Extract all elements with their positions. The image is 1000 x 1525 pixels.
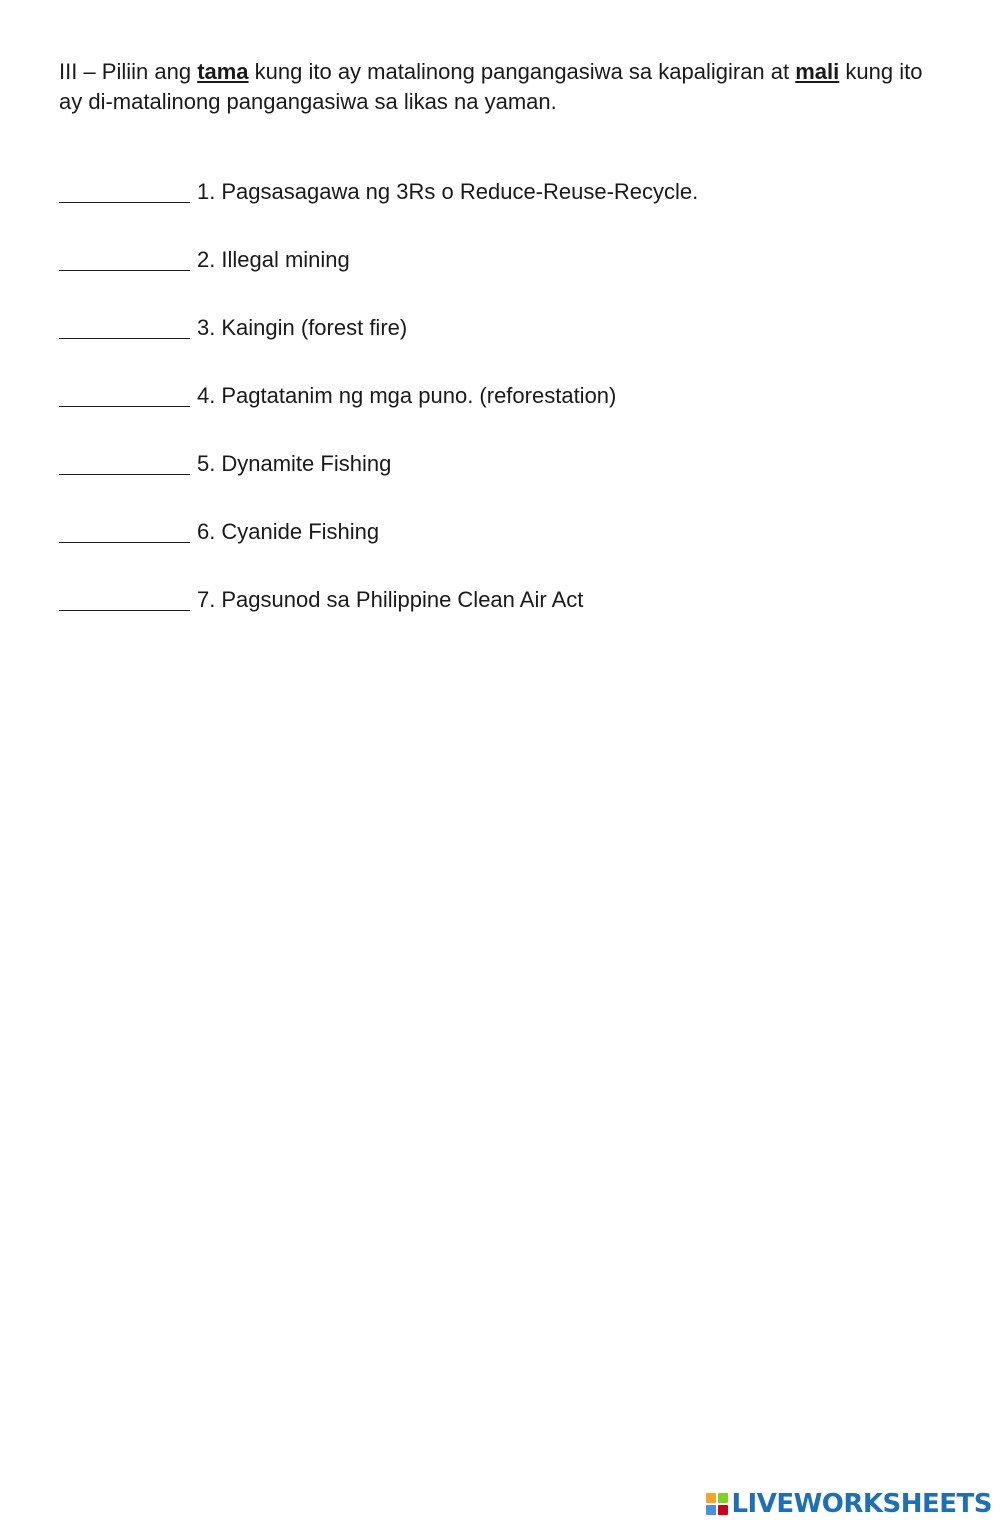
item-number: 3. [197, 315, 216, 340]
question-item [59, 312, 939, 380]
keyword-tama: tama [197, 59, 249, 84]
item-text: Dynamite Fishing [221, 451, 392, 476]
item-text: Pagsunod sa Philippine Clean Air Act [221, 587, 584, 612]
question-item [59, 176, 939, 244]
item-text: Illegal mining [221, 247, 350, 272]
item-number: 2. [197, 247, 216, 272]
brand-name: LIVEWORKSHEETS [731, 1489, 992, 1519]
item-number: 1. [197, 179, 216, 204]
item-text: Kaingin (forest fire) [221, 315, 408, 340]
instructions-prefix: III – Piliin ang [59, 59, 198, 84]
answer-blank-6[interactable] [59, 516, 190, 543]
instructions-suffix: kung ito ay di-matalinong pangangasiwa sa likas na yaman. [59, 59, 923, 114]
item-number: 4. [197, 383, 216, 408]
answer-blank-5[interactable] [59, 448, 190, 475]
answer-blank-3[interactable] [59, 312, 190, 339]
question-item [59, 448, 939, 516]
answer-blank-7[interactable] [59, 584, 190, 611]
item-text: Cyanide Fishing [221, 519, 380, 544]
answer-blank-4[interactable] [59, 380, 190, 407]
question-item [59, 516, 939, 584]
keyword-mali: mali [795, 59, 840, 84]
item-text: Pagsasagawa ng 3Rs o Reduce-Reuse-Recycle. [221, 179, 699, 204]
instructions-middle: kung ito ay matalinong pangangasiwa sa kapaligiran at [248, 59, 796, 84]
item-number: 6. [197, 519, 216, 544]
question-item [59, 244, 939, 312]
answer-blank-2[interactable] [59, 244, 190, 271]
question-list [59, 176, 939, 652]
item-number: 5. [197, 451, 216, 476]
instructions [59, 57, 949, 117]
liveworksheets-logo-icon [706, 1493, 728, 1515]
liveworksheets-logo [706, 1489, 992, 1519]
item-text: Pagtatanim ng mga puno. (reforestation) [221, 383, 617, 408]
item-number: 7. [197, 587, 216, 612]
question-item [59, 380, 939, 448]
question-item [59, 584, 939, 652]
answer-blank-1[interactable] [59, 176, 190, 203]
